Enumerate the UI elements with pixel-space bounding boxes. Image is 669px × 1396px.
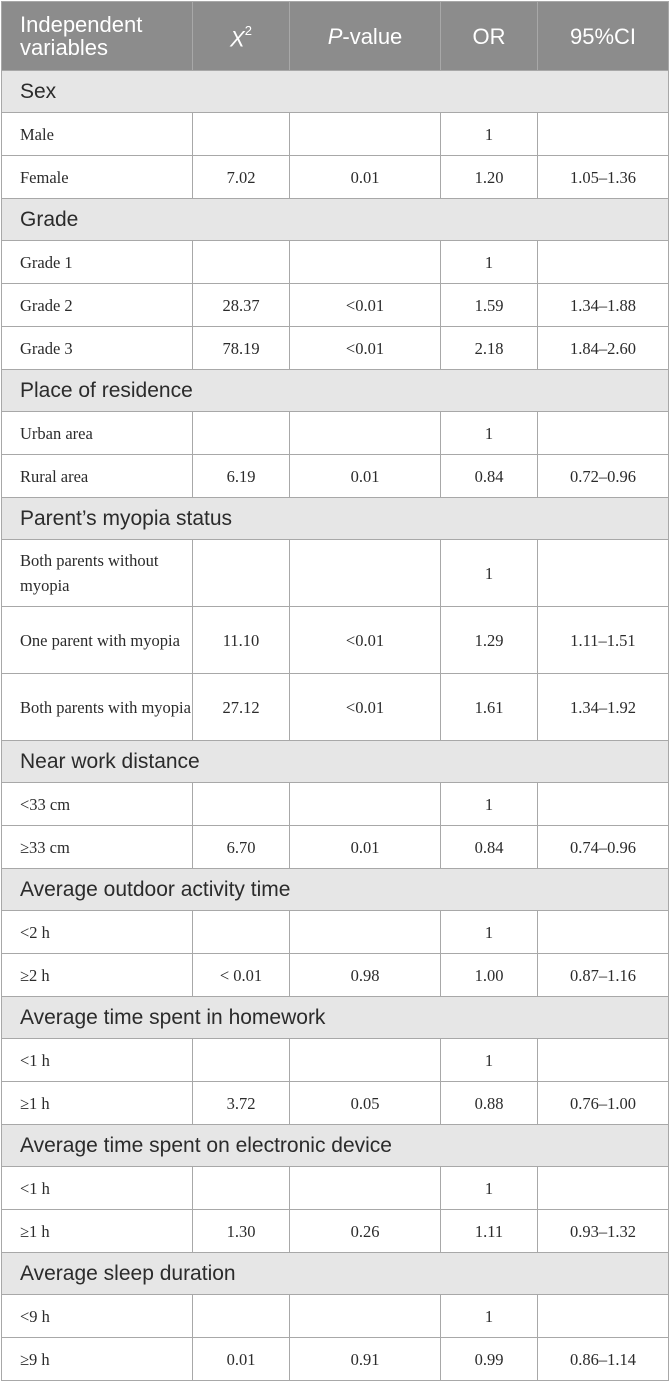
header-chi-square bbox=[193, 2, 290, 71]
chi-square-cell bbox=[193, 540, 290, 607]
p-value-cell: <0.01 bbox=[290, 284, 441, 327]
row-label: Both parents with myopia bbox=[2, 674, 193, 741]
table-row bbox=[2, 911, 669, 954]
row-label: Grade 3 bbox=[2, 327, 193, 370]
chi-square-cell bbox=[193, 241, 290, 284]
row-label: <9 h bbox=[2, 1295, 193, 1338]
odds-ratio-cell: 0.88 bbox=[441, 1082, 538, 1125]
section-title: Average time spent on electronic device bbox=[2, 1125, 669, 1167]
confidence-interval-cell: 1.05–1.36 bbox=[538, 156, 669, 199]
results-table bbox=[1, 1, 669, 1381]
table-body bbox=[2, 71, 669, 1381]
section-title: Average time spent in homework bbox=[2, 997, 669, 1039]
chi-square-cell: 0.01 bbox=[193, 1338, 290, 1381]
confidence-interval-cell bbox=[538, 241, 669, 284]
p-value-cell bbox=[290, 1039, 441, 1082]
odds-ratio-cell: 0.99 bbox=[441, 1338, 538, 1381]
odds-ratio-cell: 1 bbox=[441, 783, 538, 826]
table-row bbox=[2, 1338, 669, 1381]
confidence-interval-cell bbox=[538, 412, 669, 455]
row-label: <1 h bbox=[2, 1167, 193, 1210]
section-row bbox=[2, 71, 669, 113]
header-p-value bbox=[290, 2, 441, 71]
row-label: ≥9 h bbox=[2, 1338, 193, 1381]
confidence-interval-cell: 1.11–1.51 bbox=[538, 607, 669, 674]
chi-square-cell: 6.70 bbox=[193, 826, 290, 869]
table-row bbox=[2, 826, 669, 869]
p-value-cell: 0.26 bbox=[290, 1210, 441, 1253]
chi-square-cell: 11.10 bbox=[193, 607, 290, 674]
table-row bbox=[2, 241, 669, 284]
confidence-interval-cell: 0.72–0.96 bbox=[538, 455, 669, 498]
confidence-interval-cell bbox=[538, 1295, 669, 1338]
p-value-cell bbox=[290, 241, 441, 284]
row-label: One parent with myopia bbox=[2, 607, 193, 674]
p-value-cell: 0.05 bbox=[290, 1082, 441, 1125]
p-value-cell bbox=[290, 540, 441, 607]
row-label: <33 cm bbox=[2, 783, 193, 826]
table-row bbox=[2, 783, 669, 826]
confidence-interval-cell: 0.86–1.14 bbox=[538, 1338, 669, 1381]
odds-ratio-cell: 1.20 bbox=[441, 156, 538, 199]
row-label: <1 h bbox=[2, 1039, 193, 1082]
table-row bbox=[2, 284, 669, 327]
table-row bbox=[2, 1210, 669, 1253]
section-row bbox=[2, 370, 669, 412]
odds-ratio-cell: 1.61 bbox=[441, 674, 538, 741]
chi-square-cell: 3.72 bbox=[193, 1082, 290, 1125]
table-row bbox=[2, 156, 669, 199]
table-row bbox=[2, 455, 669, 498]
row-label: Grade 2 bbox=[2, 284, 193, 327]
chi-symbol: X bbox=[230, 26, 245, 52]
table-row bbox=[2, 327, 669, 370]
section-title: Place of residence bbox=[2, 370, 669, 412]
chi-square-cell bbox=[193, 1167, 290, 1210]
row-label: Female bbox=[2, 156, 193, 199]
odds-ratio-cell: 0.84 bbox=[441, 826, 538, 869]
p-value-cell: 0.91 bbox=[290, 1338, 441, 1381]
odds-ratio-cell: 1 bbox=[441, 1295, 538, 1338]
odds-ratio-cell: 1.00 bbox=[441, 954, 538, 997]
section-title: Average sleep duration bbox=[2, 1253, 669, 1295]
section-title: Near work distance bbox=[2, 741, 669, 783]
section-row bbox=[2, 997, 669, 1039]
table-row bbox=[2, 540, 669, 607]
odds-ratio-cell: 1 bbox=[441, 241, 538, 284]
row-label: ≥1 h bbox=[2, 1210, 193, 1253]
header-or: OR bbox=[441, 2, 538, 71]
confidence-interval-cell bbox=[538, 540, 669, 607]
row-label: ≥33 cm bbox=[2, 826, 193, 869]
section-title: Average outdoor activity time bbox=[2, 869, 669, 911]
confidence-interval-cell bbox=[538, 911, 669, 954]
p-suffix: -value bbox=[342, 23, 403, 49]
odds-ratio-cell: 1 bbox=[441, 911, 538, 954]
row-label: Rural area bbox=[2, 455, 193, 498]
p-value-cell: 0.01 bbox=[290, 455, 441, 498]
confidence-interval-cell: 1.84–2.60 bbox=[538, 327, 669, 370]
chi-square-cell bbox=[193, 412, 290, 455]
p-value-cell bbox=[290, 113, 441, 156]
confidence-interval-cell: 1.34–1.88 bbox=[538, 284, 669, 327]
table-row bbox=[2, 954, 669, 997]
chi-square-cell: < 0.01 bbox=[193, 954, 290, 997]
chi-square-cell: 6.19 bbox=[193, 455, 290, 498]
chi-square-cell: 78.19 bbox=[193, 327, 290, 370]
chi-square-cell: 7.02 bbox=[193, 156, 290, 199]
chi-square-cell: 1.30 bbox=[193, 1210, 290, 1253]
p-value-cell bbox=[290, 412, 441, 455]
table-header bbox=[2, 2, 669, 71]
chi-square-cell: 28.37 bbox=[193, 284, 290, 327]
confidence-interval-cell bbox=[538, 113, 669, 156]
confidence-interval-cell: 0.87–1.16 bbox=[538, 954, 669, 997]
header-row bbox=[2, 2, 669, 71]
table-row bbox=[2, 412, 669, 455]
header-ci: 95%CI bbox=[538, 2, 669, 71]
confidence-interval-cell bbox=[538, 783, 669, 826]
chi-square-cell bbox=[193, 1295, 290, 1338]
p-symbol: P bbox=[327, 23, 343, 49]
odds-ratio-cell: 1 bbox=[441, 1167, 538, 1210]
confidence-interval-cell bbox=[538, 1039, 669, 1082]
chi-square-cell bbox=[193, 783, 290, 826]
row-label: <2 h bbox=[2, 911, 193, 954]
p-value-cell bbox=[290, 783, 441, 826]
odds-ratio-cell: 0.84 bbox=[441, 455, 538, 498]
table-row bbox=[2, 113, 669, 156]
confidence-interval-cell: 0.74–0.96 bbox=[538, 826, 669, 869]
table-row bbox=[2, 1082, 669, 1125]
table-row bbox=[2, 1039, 669, 1082]
row-label: Both parents without myopia bbox=[2, 540, 193, 607]
confidence-interval-cell: 1.34–1.92 bbox=[538, 674, 669, 741]
section-row bbox=[2, 741, 669, 783]
odds-ratio-cell: 1.29 bbox=[441, 607, 538, 674]
odds-ratio-cell: 1.11 bbox=[441, 1210, 538, 1253]
table-row bbox=[2, 674, 669, 741]
section-row bbox=[2, 199, 669, 241]
chi-square-cell bbox=[193, 911, 290, 954]
p-value-cell bbox=[290, 1295, 441, 1338]
p-value-cell: 0.01 bbox=[290, 826, 441, 869]
table-row bbox=[2, 607, 669, 674]
row-label: ≥2 h bbox=[2, 954, 193, 997]
p-value-cell: 0.98 bbox=[290, 954, 441, 997]
odds-ratio-cell: 1 bbox=[441, 540, 538, 607]
odds-ratio-cell: 1.59 bbox=[441, 284, 538, 327]
row-label: Male bbox=[2, 113, 193, 156]
chi-square-cell: 27.12 bbox=[193, 674, 290, 741]
chi-square-cell bbox=[193, 1039, 290, 1082]
p-value-cell: <0.01 bbox=[290, 327, 441, 370]
table-row bbox=[2, 1167, 669, 1210]
odds-ratio-cell: 1 bbox=[441, 113, 538, 156]
section-title: Grade bbox=[2, 199, 669, 241]
section-row bbox=[2, 498, 669, 540]
p-value-cell bbox=[290, 1167, 441, 1210]
p-value-cell bbox=[290, 911, 441, 954]
p-value-cell: <0.01 bbox=[290, 607, 441, 674]
chi-exponent: 2 bbox=[244, 22, 252, 38]
table-row bbox=[2, 1295, 669, 1338]
chi-square-cell bbox=[193, 113, 290, 156]
odds-ratio-cell: 1 bbox=[441, 1039, 538, 1082]
p-value-cell: <0.01 bbox=[290, 674, 441, 741]
section-row bbox=[2, 869, 669, 911]
header-independent-variables: Independent variables bbox=[2, 2, 193, 71]
confidence-interval-cell: 0.76–1.00 bbox=[538, 1082, 669, 1125]
section-title: Parent’s myopia status bbox=[2, 498, 669, 540]
odds-ratio-cell: 1 bbox=[441, 412, 538, 455]
section-row bbox=[2, 1253, 669, 1295]
section-row bbox=[2, 1125, 669, 1167]
row-label: Grade 1 bbox=[2, 241, 193, 284]
confidence-interval-cell bbox=[538, 1167, 669, 1210]
odds-ratio-cell: 2.18 bbox=[441, 327, 538, 370]
section-title: Sex bbox=[2, 71, 669, 113]
p-value-cell: 0.01 bbox=[290, 156, 441, 199]
confidence-interval-cell: 0.93–1.32 bbox=[538, 1210, 669, 1253]
row-label: Urban area bbox=[2, 412, 193, 455]
row-label: ≥1 h bbox=[2, 1082, 193, 1125]
